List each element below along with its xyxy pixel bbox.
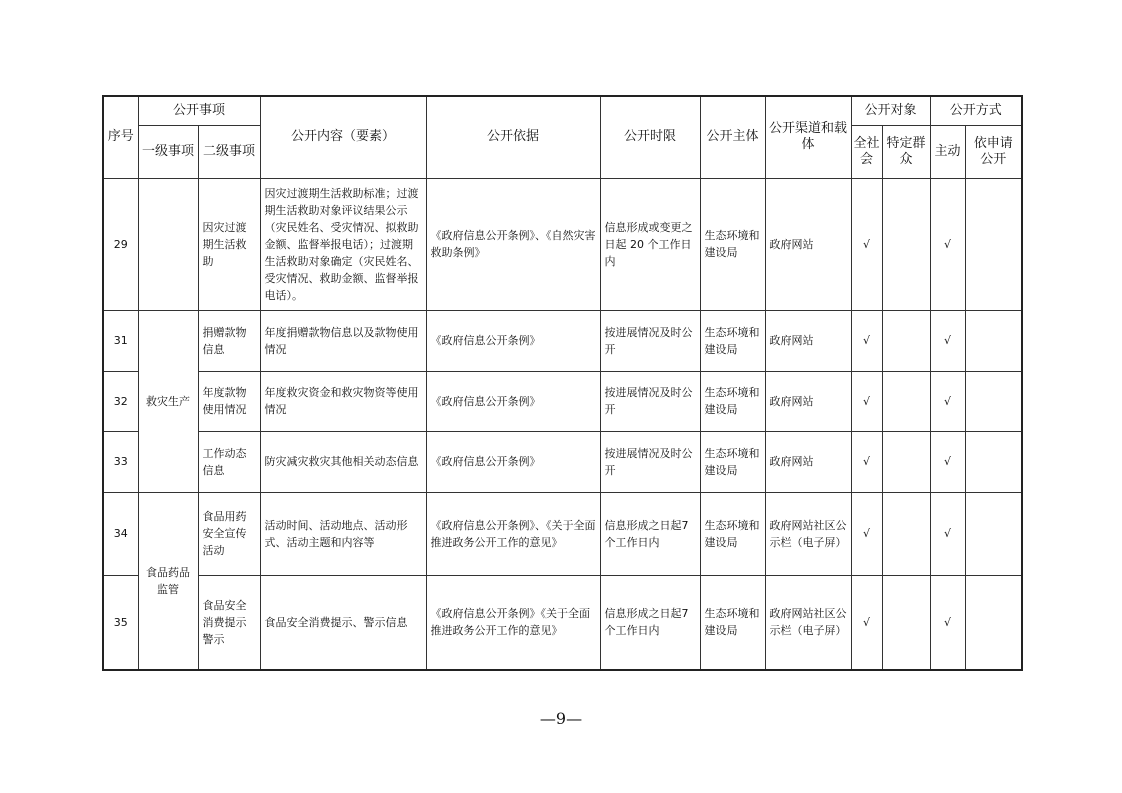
level2-cell: 年度款物使用情况 — [198, 371, 260, 431]
header-level2: 二级事项 — [198, 125, 260, 178]
table-row — [103, 431, 1022, 492]
channel-cell: 政府网站 — [765, 431, 851, 492]
target-specific-check — [882, 492, 930, 575]
row-number: 32 — [103, 371, 138, 431]
header-row-1 — [103, 96, 1022, 125]
target-all-check: √ — [851, 310, 882, 371]
method-active-check: √ — [930, 178, 965, 310]
method-active-check: √ — [930, 310, 965, 371]
level2-cell: 因灾过渡期生活救助 — [198, 178, 260, 310]
level1-group-disaster: 救灾生产 — [138, 310, 198, 492]
subject-cell: 生态环境和建设局 — [700, 431, 765, 492]
table-row — [103, 575, 1022, 670]
channel-cell: 政府网站 — [765, 310, 851, 371]
header-target: 公开对象 — [851, 96, 930, 125]
basis-cell: 《政府信息公开条例》、《关于全面推进政务公开工作的意见》 — [426, 492, 600, 575]
target-all-check: √ — [851, 371, 882, 431]
target-all-check: √ — [851, 575, 882, 670]
basis-cell: 《政府信息公开条例》《关于全面推进政务公开工作的意见》 — [426, 575, 600, 670]
level1-group-food: 食品药品监管 — [138, 492, 198, 670]
time-cell: 按进展情况及时公开 — [600, 310, 700, 371]
header-target-all: 全社会 — [851, 125, 882, 178]
target-specific-check — [882, 371, 930, 431]
header-content: 公开内容（要素） — [260, 96, 426, 178]
method-apply-check — [965, 492, 1022, 575]
channel-cell: 政府网站社区公示栏（电子屏） — [765, 575, 851, 670]
level2-cell: 工作动态信息 — [198, 431, 260, 492]
target-specific-check — [882, 178, 930, 310]
subject-cell: 生态环境和建设局 — [700, 310, 765, 371]
header-basis: 公开依据 — [426, 96, 600, 178]
header-channel: 公开渠道和载体 — [765, 96, 851, 178]
header-item: 公开事项 — [138, 96, 260, 125]
table-row — [103, 178, 1022, 310]
target-all-check: √ — [851, 178, 882, 310]
row-number: 34 — [103, 492, 138, 575]
row-number: 29 — [103, 178, 138, 310]
method-active-check: √ — [930, 371, 965, 431]
content-cell: 年度救灾资金和救灾物资等使用情况 — [260, 371, 426, 431]
time-cell: 信息形成之日起7个工作日内 — [600, 492, 700, 575]
target-all-check: √ — [851, 431, 882, 492]
basis-cell: 《政府信息公开条例》 — [426, 431, 600, 492]
header-method-apply: 依申请公开 — [965, 125, 1022, 178]
content-cell: 活动时间、活动地点、活动形式、活动主题和内容等 — [260, 492, 426, 575]
method-active-check: √ — [930, 575, 965, 670]
header-seq: 序号 — [103, 96, 138, 178]
channel-cell: 政府网站社区公示栏（电子屏） — [765, 492, 851, 575]
disclosure-table — [102, 95, 1023, 671]
method-apply-check — [965, 178, 1022, 310]
subject-cell: 生态环境和建设局 — [700, 492, 765, 575]
header-level1: 一级事项 — [138, 125, 198, 178]
target-specific-check — [882, 310, 930, 371]
subject-cell: 生态环境和建设局 — [700, 575, 765, 670]
header-time-limit: 公开时限 — [600, 96, 700, 178]
method-apply-check — [965, 575, 1022, 670]
page-number: —9— — [539, 709, 583, 728]
method-apply-check — [965, 310, 1022, 371]
subject-cell: 生态环境和建设局 — [700, 371, 765, 431]
subject-cell: 生态环境和建设局 — [700, 178, 765, 310]
method-active-check: √ — [930, 492, 965, 575]
time-cell: 按进展情况及时公开 — [600, 431, 700, 492]
header-method-active: 主动 — [930, 125, 965, 178]
level2-cell: 食品安全消费提示警示 — [198, 575, 260, 670]
target-specific-check — [882, 431, 930, 492]
method-apply-check — [965, 371, 1022, 431]
content-cell: 因灾过渡期生活救助标准；过渡期生活救助对象评议结果公示（灾民姓名、受灾情况、拟救助金额、监督举报电话）；过渡期生活救助对象确定（灾民姓名、受灾情况、救助金额、监督举报电话）。 — [260, 178, 426, 310]
row-number: 31 — [103, 310, 138, 371]
content-cell: 年度捐赠款物信息以及款物使用情况 — [260, 310, 426, 371]
time-cell: 信息形成之日起7个工作日内 — [600, 575, 700, 670]
table-row — [103, 371, 1022, 431]
content-cell: 防灾减灾救灾其他相关动态信息 — [260, 431, 426, 492]
channel-cell: 政府网站 — [765, 178, 851, 310]
method-active-check: √ — [930, 431, 965, 492]
row-number: 35 — [103, 575, 138, 670]
time-cell: 信息形成或变更之日起 20 个工作日内 — [600, 178, 700, 310]
header-subject: 公开主体 — [700, 96, 765, 178]
channel-cell: 政府网站 — [765, 371, 851, 431]
level2-cell: 食品用药安全宣传活动 — [198, 492, 260, 575]
row-number: 33 — [103, 431, 138, 492]
target-all-check: √ — [851, 492, 882, 575]
target-specific-check — [882, 575, 930, 670]
time-cell: 按进展情况及时公开 — [600, 371, 700, 431]
table-row — [103, 310, 1022, 371]
level1-cell-empty — [138, 178, 198, 310]
method-apply-check — [965, 431, 1022, 492]
basis-cell: 《政府信息公开条例》 — [426, 310, 600, 371]
table-row — [103, 492, 1022, 575]
header-target-specific: 特定群众 — [882, 125, 930, 178]
basis-cell: 《政府信息公开条例》 — [426, 371, 600, 431]
basis-cell: 《政府信息公开条例》、《自然灾害救助条例》 — [426, 178, 600, 310]
header-method: 公开方式 — [930, 96, 1022, 125]
level2-cell: 捐赠款物信息 — [198, 310, 260, 371]
content-cell: 食品安全消费提示、警示信息 — [260, 575, 426, 670]
